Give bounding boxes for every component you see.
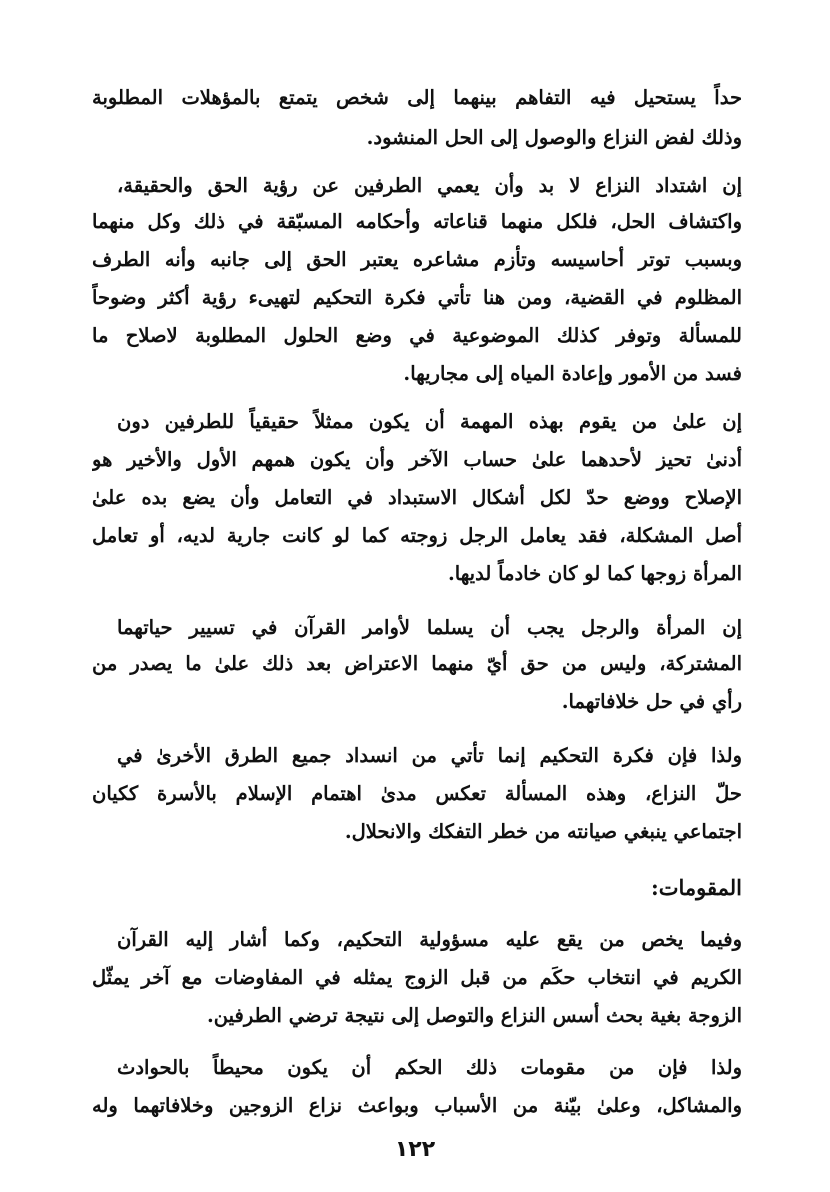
paragraph-2-line-3: وبسبب توتر أحاسيسه وتأزم مشاعره يعتبر الحق إلى جانبه وأنه الطرف [92, 248, 742, 271]
paragraph-2-line-4: المظلوم في القضية، ومن هنا تأتي فكرة التحكيم لتهيىء رؤية أكثر وضوحاً [92, 286, 742, 309]
paragraph-4-line-3: رأي في حل خلافاتهما. [561, 690, 742, 713]
paragraph-3-line-1: إن علىٰ من يقوم بهذه المهمة أن يكون ممثلاً حقيقياً للطرفين دون [117, 410, 742, 433]
paragraph-7-line-1: ولذا فإن من مقومات ذلك الحكم أن يكون محيطاً بالحوادث [117, 1056, 742, 1079]
paragraph-2-line-1: إن اشتداد النزاع لا بد وأن يعمي الطرفين عن رؤية الحق والحقيقة، [117, 174, 742, 197]
paragraph-5-line-3: اجتماعي ينبغي صيانته من خطر التفكك والانحلال. [344, 820, 742, 843]
paragraph-5-line-2: حلّ النزاع، وهذه المسألة تعكس مدىٰ اهتمام الإسلام بالأسرة ككيان [92, 782, 742, 805]
paragraph-7-line-2: والمشاكل، وعلىٰ بيّنة من الأسباب وبواعث نزاع الزوجين وخلافاتهما وله [92, 1094, 742, 1117]
paragraph-3-line-4: أصل المشكلة، فقد يعامل الرجل زوجته كما لو كانت جارية لديه، أو تعامل [92, 524, 742, 547]
paragraph-5-line-1: ولذا فإن فكرة التحكيم إنما تأتي من انسداد جميع الطرق الأخرىٰ في [117, 744, 742, 767]
paragraph-2-line-5: للمسألة وتوفر كذلك الموضوعية في وضع الحلول المطلوبة لاصلاح ما [92, 324, 742, 347]
section-heading: المقومات: [650, 875, 742, 900]
paragraph-2-line-6: فسد من الأمور وإعادة المياه إلى مجاريها. [403, 362, 742, 385]
paragraph-3-line-3: الإصلاح ووضع حدّ لكل أشكال الاستبداد في التعامل وأن يضع بده علىٰ [92, 486, 742, 509]
page-number: ١٢٢ [394, 1137, 436, 1162]
paragraph-3-line-2: أدنىٰ تحيز لأحدهما علىٰ حساب الآخر وأن يكون همهم الأول والأخير هو [92, 448, 742, 471]
paragraph-4-line-2: المشتركة، وليس من حق أيّ منهما الاعتراض بعد ذلك علىٰ ما يصدر من [92, 652, 742, 675]
paragraph-4-line-1: إن المرأة والرجل يجب أن يسلما لأوامر القرآن في تسيير حياتهما [117, 616, 742, 639]
page-content [92, 0, 742, 1192]
paragraph-2-line-2: واكتشاف الحل، فلكل منهما قناعاته وأحكامه المسبّقة في ذلك وكل منهما [92, 210, 742, 233]
paragraph-6-line-1: وفيما يخص من يقع عليه مسؤولية التحكيم، وكما أشار إليه القرآن [117, 928, 742, 951]
paragraph-1-line-2: وذلك لفض النزاع والوصول إلى الحل المنشود. [366, 126, 742, 149]
paragraph-1-line-1: حداً يستحيل فيه التفاهم بينهما إلى شخص يتمتع بالمؤهلات المطلوبة [92, 86, 742, 109]
paragraph-6-line-2: الكريم في انتخاب حكَم من قبل الزوج يمثله في المفاوضات مع آخر يمثّل [92, 966, 742, 989]
paragraph-3-line-5: المرأة زوجها كما لو كان خادماً لديها. [447, 562, 742, 585]
paragraph-6-line-3: الزوجة بغية بحث أسس النزاع والتوصل إلى نتيجة ترضي الطرفين. [206, 1004, 742, 1027]
